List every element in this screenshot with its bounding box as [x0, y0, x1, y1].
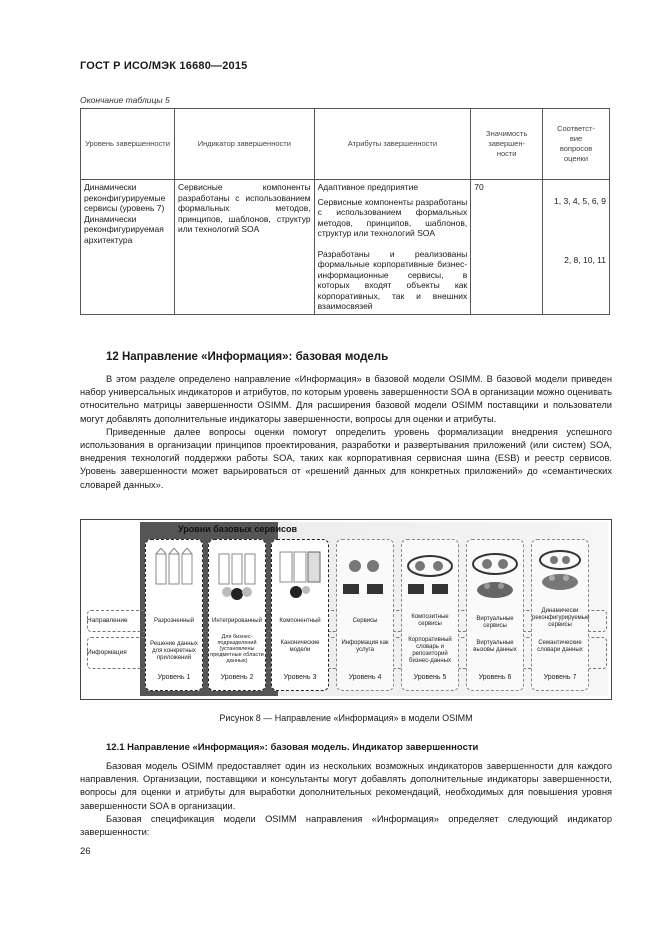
level-1-card: Разрозненный Решение данных для конкретных приложений Уровень 1 — [145, 539, 203, 691]
level-3-card: Компонентный Канонические модели Уровень 3 — [271, 539, 329, 691]
paragraph: Базовая спецификация модели OSIMM направления «Информация» определяет следующий индикатор завершенности: — [80, 813, 612, 838]
cell-significance: 70 — [471, 180, 543, 315]
row-label-information: Информация — [87, 649, 127, 656]
level-5-card: Композитные сервисы Корпоративный словарь и репозиторий бизнес-данных Уровень 5 — [401, 539, 459, 691]
section-12-heading: 12 Направление «Информация»: базовая модель — [106, 351, 389, 363]
table-header-row — [81, 109, 610, 180]
reconfigurable-services-icon — [532, 546, 588, 608]
level-2-card: Интегрированный Для бизнес-подразделений (установлены предметные области данных) Уровень 2 — [208, 539, 266, 691]
silo-icon — [146, 548, 202, 608]
cell-indicator: Сервисные компоненты разработаны с использованием формальных методов, принципов, шаблонов, структур или технологий SOA — [174, 180, 314, 315]
col-header-level: Уровень завершенности — [81, 109, 175, 180]
figure-band-title: Уровни базовых сервисов — [178, 524, 298, 534]
level-7-card: Динамически реконфигурируемые сервисы Семантические словари данных Уровень 7 — [531, 539, 589, 691]
col-header-questions: Соответст- вие вопросов оценки — [543, 109, 610, 180]
section-12-1-body — [80, 760, 612, 839]
cell-questions — [543, 180, 610, 315]
attr-text-1: Сервисные компоненты разработаны с использованием формальных методов, принципов, шаблонов, структур или технологий SOA — [317, 196, 468, 238]
paragraph: Базовая модель OSIMM предоставляет один из нескольких возможных индикаторов завершенности для каждого направления. Организации, поставщики и консультанты могут добавлять дополнительные индикаторы завершенности, вопросы для оценки и атрибуты для выработки дополнительных рекомендаций, необходимых для повышения уровня завершенности SOA в организации. — [80, 761, 612, 811]
figure-caption: Рисунок 8 — Направление «Информация» в модели OSIMM — [219, 713, 473, 723]
figure-8 — [80, 519, 612, 700]
row-label-direction: Направление — [87, 617, 128, 624]
questions-1: 1, 3, 4, 5, 6, 9 — [554, 196, 606, 206]
integrated-icon — [209, 548, 265, 610]
table-caption: Окончание таблицы 5 — [80, 95, 170, 105]
col-header-attributes: Атрибуты завершенности — [314, 109, 471, 180]
level-4-card: Сервисы Информация как услуга Уровень 4 — [336, 539, 394, 691]
composite-services-icon — [402, 550, 458, 612]
paragraph: Приведенные далее вопросы оценки помогут определить уровень формализации внедрения успешного использования в организации принципов проектирования, разработки и развертывания приложений (или систем) SOA, внедрения технологий поддержки работы SOA, таких как корпоративная сервисная шина (ESB) и реестр сервисов. Уровень завершенности может варьироваться от «решений данных для конкретных приложений» до «семантических словарей данных». — [80, 426, 612, 490]
cell-attributes — [314, 180, 471, 315]
component-icon — [272, 548, 328, 610]
col-header-indicator: Индикатор завершенности — [174, 109, 314, 180]
maturity-table — [80, 108, 610, 315]
section-12-body — [80, 373, 612, 492]
document-header: ГОСТ Р ИСО/МЭК 16680—2015 — [80, 60, 248, 72]
attr-heading: Адаптивное предприятие — [317, 182, 419, 192]
page-number: 26 — [80, 846, 91, 857]
col-header-significance: Значимость завершен- ности — [471, 109, 543, 180]
level-6-card: Виртуальные сервисы Виртуальные вызовы данных Уровень 6 — [466, 539, 524, 691]
paragraph: В этом разделе определено направление «Информация» в базовой модели OSIMM. В базовой модели приведен набор универсальных индикаторов и атрибутов, по которым уровень завершенности SOA в организации можно оценивать относительно матрицы завершенности OSIMM. Для расширения базовой модели OSIMM поставщики и пользователи могут добавлять дополнительные индикаторы завершенности, вопросы для оценки и атрибуты. — [80, 374, 612, 424]
questions-2: 2, 8, 10, 11 — [564, 254, 606, 265]
services-icon — [337, 550, 393, 612]
virtual-services-icon — [467, 550, 523, 612]
attr-text-2: Разработаны и реализованы формальные корпоративные бизнес-информационные сервисы, в которых входят объекты как корпоративных, так и внешних взаимосвязей — [317, 248, 468, 311]
section-12-1-heading: 12.1 Направление «Информация»: базовая модель. Индикатор завершенности — [106, 742, 479, 753]
table-row — [81, 180, 610, 315]
cell-level: Динамически реконфигурируемые сервисы (уровень 7) Динамически реконфигурируемая архитектура — [81, 180, 175, 315]
